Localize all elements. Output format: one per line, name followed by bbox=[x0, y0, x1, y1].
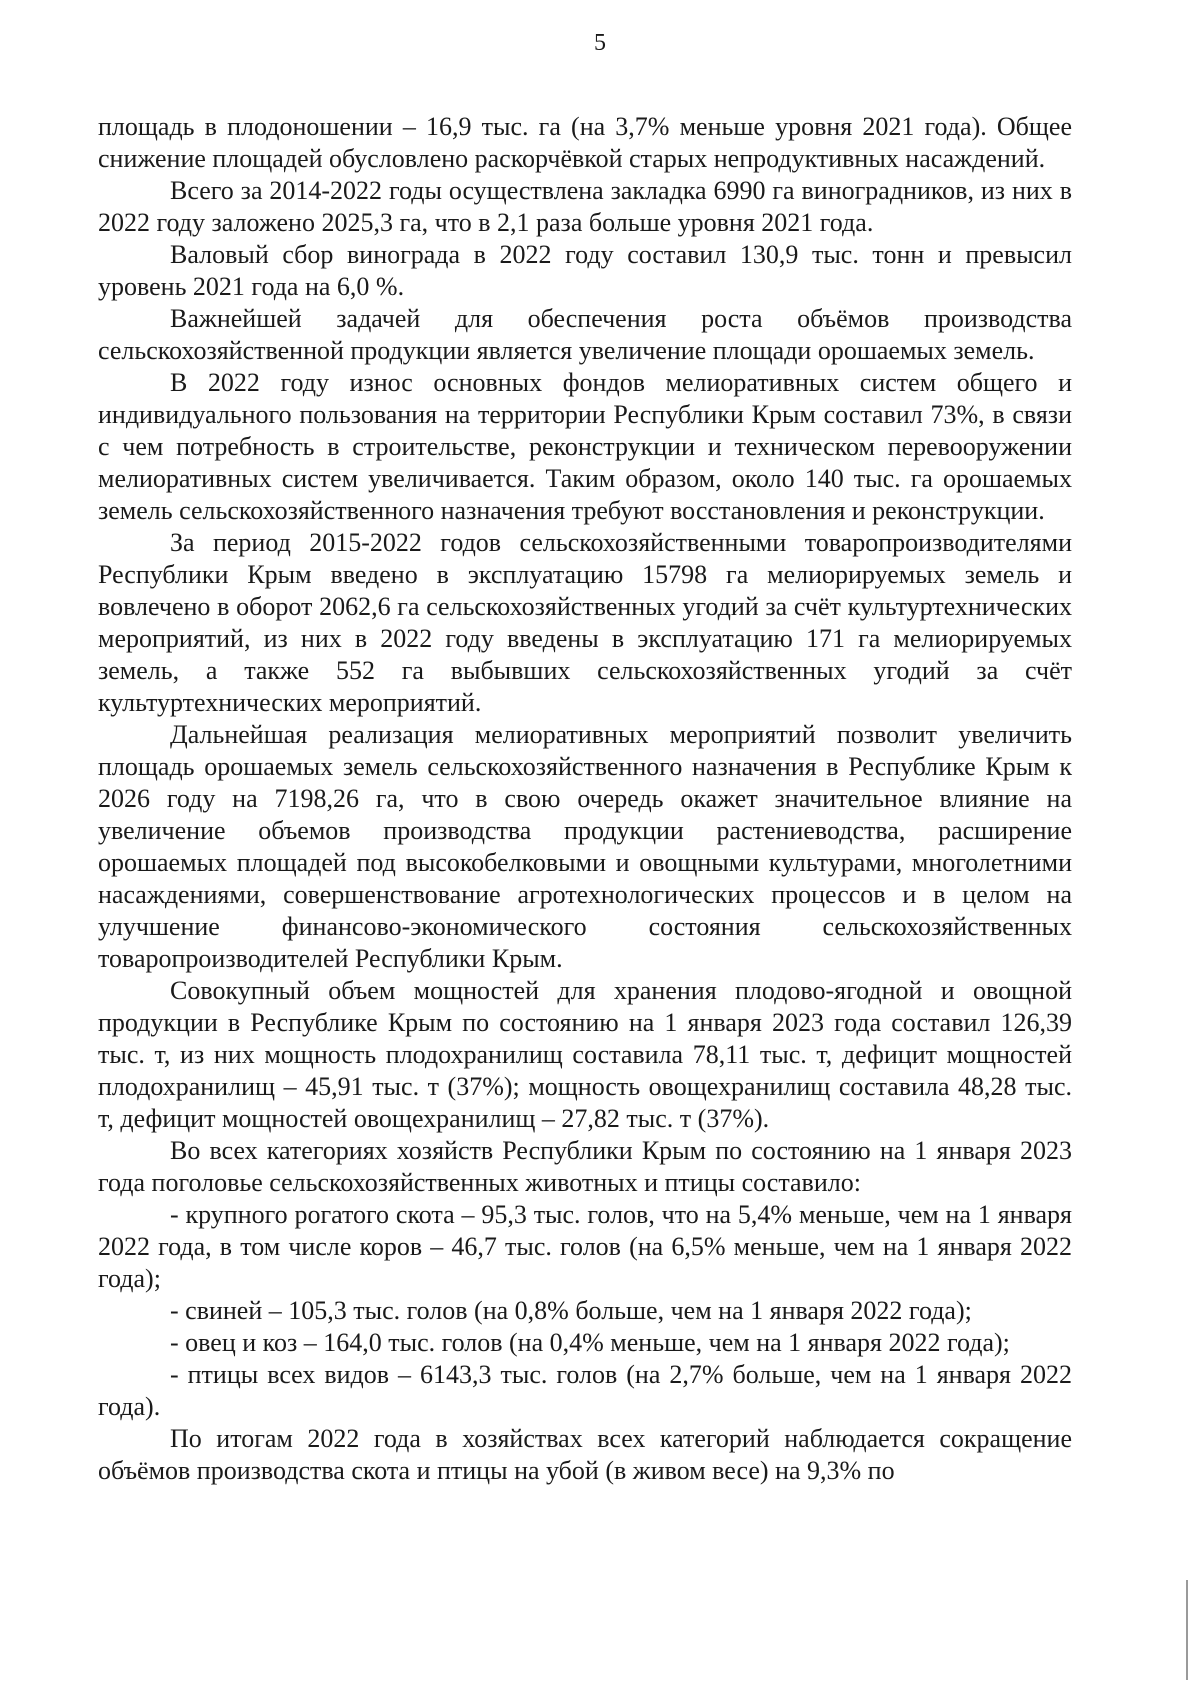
list-item-sheep-goats: - овец и коз – 164,0 тыс. голов (на 0,4% меньше, чем на 1 января 2022 года); bbox=[170, 1328, 1010, 1357]
paragraph-slaughter-production: По итогам 2022 года в хозяйствах всех категорий наблюдается сокращение объёмов производства скота и птицы на убой (в живом весе) на 9,3% по bbox=[98, 1424, 1072, 1485]
page-number: 5 bbox=[594, 30, 606, 56]
list-item-cattle: - крупного рогатого скота – 95,3 тыс. голов, что на 5,4% меньше, чем на 1 января 2022 года, в том числе коров – 46,7 тыс. голов (на 6,5% меньше, чем на 1 января 2022 года); bbox=[98, 1200, 1072, 1293]
paragraph-storage-capacity: Совокупный объем мощностей для хранения плодово-ягодной и овощной продукции в Республике Крым по состоянию на 1 января 2023 года составил 126,39 тыс. т, из них мощность плодохранилищ составила 78,11 тыс. т, дефицит мощностей плодохранилищ – 45,91 тыс. т (37%); мощность овощехранилищ составила 48,28 тыс. т, дефицит мощностей овощехранилищ – 27,82 тыс. т (37%). bbox=[98, 976, 1072, 1133]
paragraph-irrigation-task: Важнейшей задачей для обеспечения роста объёмов производства сельскохозяйственной продукции является увеличение площади орошаемых земель. bbox=[98, 304, 1072, 365]
scan-edge-line bbox=[1186, 1580, 1188, 1680]
paragraph-melioration-wear: В 2022 году износ основных фондов мелиоративных систем общего и индивидуального пользования на территории Республики Крым составил 73%, в связи с чем потребность в строительстве, реконструкции и техническом перевооружении мелиоративных систем увеличивается. Таким образом, около 140 тыс. га орошаемых земель сельскохозяйственного назначения требуют восстановления и реконструкции. bbox=[98, 368, 1072, 525]
list-item-pigs: - свиней – 105,3 тыс. голов (на 0,8% больше, чем на 1 января 2022 года); bbox=[170, 1296, 972, 1325]
paragraph-grape-harvest: Валовый сбор винограда в 2022 году составил 130,9 тыс. тонн и превысил уровень 2021 года на 6,0 %. bbox=[98, 240, 1072, 301]
paragraph-vineyard-planting: Всего за 2014-2022 годы осуществлена закладка 6990 га виноградников, из них в 2022 году заложено 2025,3 га, что в 2,1 раза больше уровня 2021 года. bbox=[98, 176, 1072, 237]
document-body bbox=[98, 111, 1072, 1487]
list-item-poultry: - птицы всех видов – 6143,3 тыс. голов (на 2,7% больше, чем на 1 января 2022 года). bbox=[98, 1360, 1072, 1421]
paragraph-orchard-area: площадь в плодоношении – 16,9 тыс. га (на 3,7% меньше уровня 2021 года). Общее снижение площадей обусловлено раскорчёвкой старых непродуктивных насаждений. bbox=[98, 112, 1072, 173]
paragraph-livestock-intro: Во всех категориях хозяйств Республики Крым по состоянию на 1 января 2023 года поголовье сельскохозяйственных животных и птицы составило: bbox=[98, 1136, 1072, 1197]
paragraph-melioration-plans: Дальнейшая реализация мелиоративных мероприятий позволит увеличить площадь орошаемых земель сельскохозяйственного назначения в Республике Крым к 2026 году на 7198,26 га, что в свою очередь окажет значительное влияние на увеличение объемов производства продукции растениеводства, расширение орошаемых площадей под высокобелковыми и овощными культурами, многолетними насаждениями, совершенствование агротехнологических процессов и в целом на улучшение финансово-экономического состояния сельскохозяйственных товаропроизводителей Республики Крым. bbox=[98, 720, 1072, 973]
paragraph-melioration-period: За период 2015-2022 годов сельскохозяйственными товаропроизводителями Республики Крым введено в эксплуатацию 15798 га мелиорируемых земель и вовлечено в оборот 2062,6 га сельскохозяйственных угодий за счёт культуртехнических мероприятий, из них в 2022 году введены в эксплуатацию 171 га мелиорируемых земель, а также 552 га выбывших сельскохозяйственных угодий за счёт культуртехнических мероприятий. bbox=[98, 528, 1072, 717]
